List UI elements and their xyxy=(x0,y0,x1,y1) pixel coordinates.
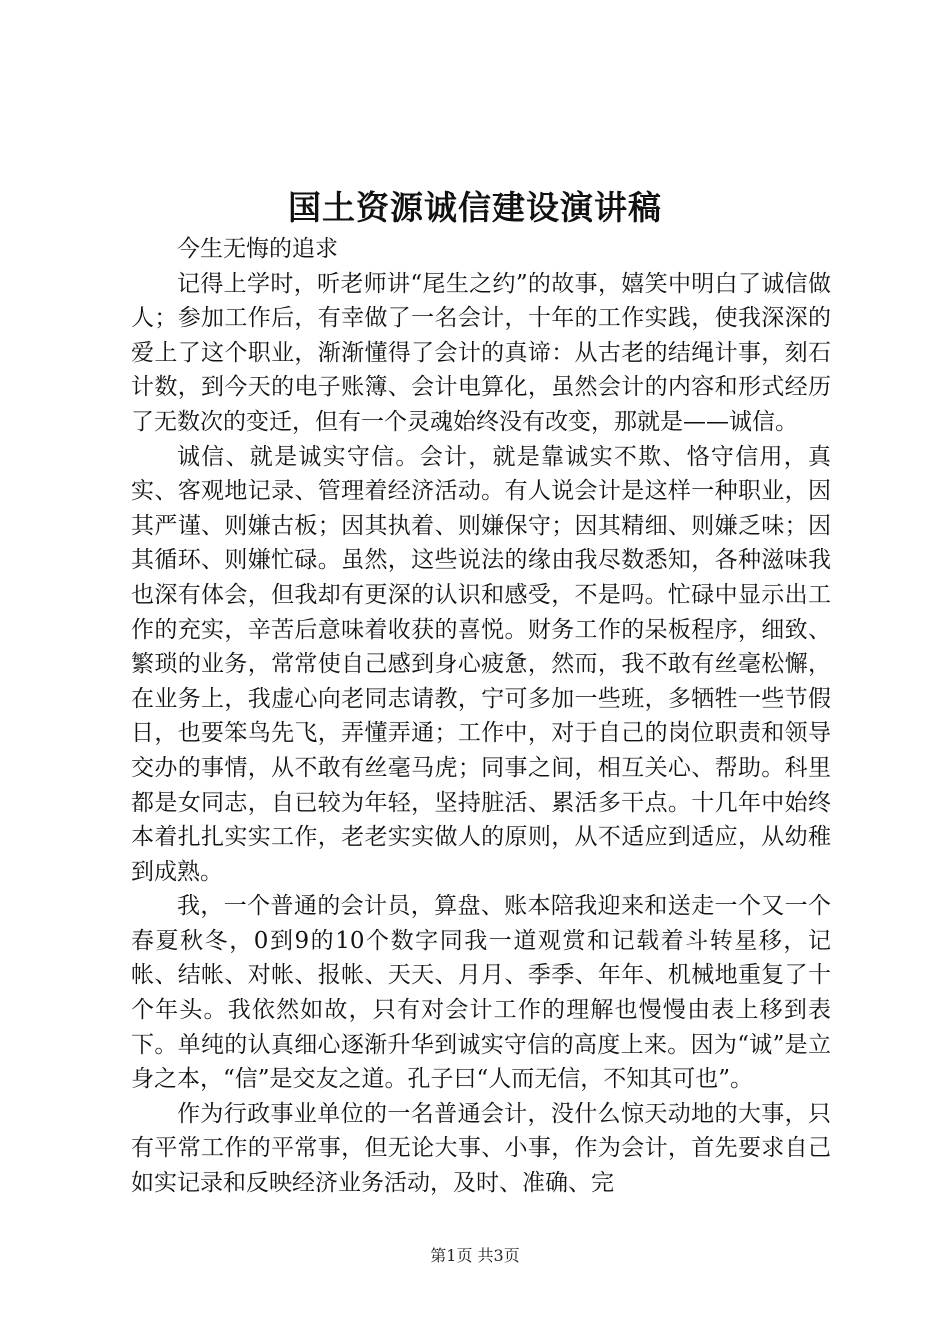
subtitle-paragraph: 今生无悔的追求 xyxy=(177,236,338,262)
page-number-footer: 第1页 共3页 xyxy=(430,1246,520,1265)
body-paragraph: 我，一个普通的会计员，算盘、账本陪我迎来和送走一个又一个春夏秋冬，0到9的10个数字同我一道观赏和记载着斗转星移，记帐、结帐、对帐、报帐、天天、月月、季季、年年、机械地重复了十个年头。我依然如故，只有对会计工作的理解也慢慢由表上移到表下。单纯的认真细心逐渐升华到诚实守信的高度上来。因为“诚”是立身之本，“信”是交友之道。孔子曰“人而无信，不知其可也”。 xyxy=(131,893,831,1093)
document-body xyxy=(131,232,831,1201)
body-paragraph: 记得上学时，听老师讲“尾生之约”的故事，嬉笑中明白了诚信做人；参加工作后，有幸做了一名会计，十年的工作实践，使我深深的爱上了这个职业，渐渐懂得了会计的真谛：从古老的结绳计事，刻石计数，到今天的电子账簿、会计电算化，虽然会计的内容和形式经历了无数次的变迁，但有一个灵魂始终没有改变，那就是——诚信。 xyxy=(131,270,831,435)
document-title: 国土资源诚信建设演讲稿 xyxy=(288,188,662,227)
body-paragraph: 作为行政事业单位的一名普通会计，没什么惊天动地的大事，只有平常工作的平常事，但无论大事、小事，作为会计，首先要求自己如实记录和反映经济业务活动，及时、准确、完 xyxy=(131,1100,831,1197)
body-paragraph: 诚信、就是诚实守信。会计，就是靠诚实不欺、恪守信用，真实、客观地记录、管理着经济活动。有人说会计是这样一种职业，因其严谨、则嫌古板；因其执着、则嫌保守；因其精细、则嫌乏味；因其循环、则嫌忙碌。虽然，这些说法的缘由我尽数悉知，各种滋味我也深有体会，但我却有更深的认识和感受，不是吗。忙碌中显示出工作的充实，辛苦后意味着收获的喜悦。财务工作的呆板程序，细致、繁琐的业务，常常使自己感到身心疲惫，然而，我不敢有丝毫松懈，在业务上，我虚心向老同志请教，宁可多加一些班，多牺牲一些节假日，也要笨鸟先飞，弄懂弄通；工作中，对于自己的岗位职责和领导交办的事情，从不敢有丝毫马虎；同事之间，相互关心、帮助。科里都是女同志，自已较为年轻，坚持脏活、累活多干点。十几年中始终本着扎扎实实工作，老老实实做人的原则，从不适应到适应，从幼稚到成熟。 xyxy=(131,443,831,885)
